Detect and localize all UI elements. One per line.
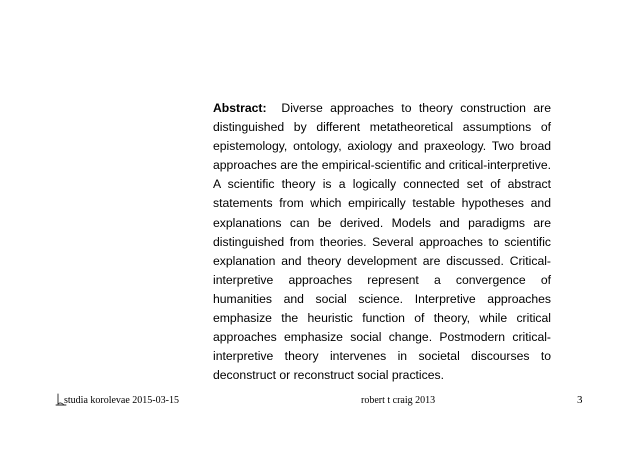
footer-author: robert t craig 2013 xyxy=(361,395,436,406)
abstract-label: Abstract: xyxy=(213,101,267,115)
footer-left-label: studia korolevae 2015-03-15 xyxy=(64,395,179,406)
page-footer xyxy=(0,394,638,414)
abstract-text: Diverse approaches to theory construction are distinguished by different metatheoretical assumptions of epistemology, ontology, axiology and praxeology. Two broad approaches are the empirical-scientific and critical-interpretive. A scientific theory is a logically connected set of abstract statements from which empirically testable hypotheses and explanations can be derived. Models and paradigms are distinguished from theories. Several approaches to scientific explanation and theory development are discussed. Critical-interpretive approaches represent a convergence of humanities and social science. Interpretive approaches emphasize the heuristic function of theory, while critical approaches emphasize social change. Postmodern critical-interpretive theory intervenes in societal discourses to deconstruct or reconstruct social practices. xyxy=(213,101,552,383)
page-number: 3 xyxy=(577,394,583,406)
abstract-paragraph xyxy=(213,99,551,385)
